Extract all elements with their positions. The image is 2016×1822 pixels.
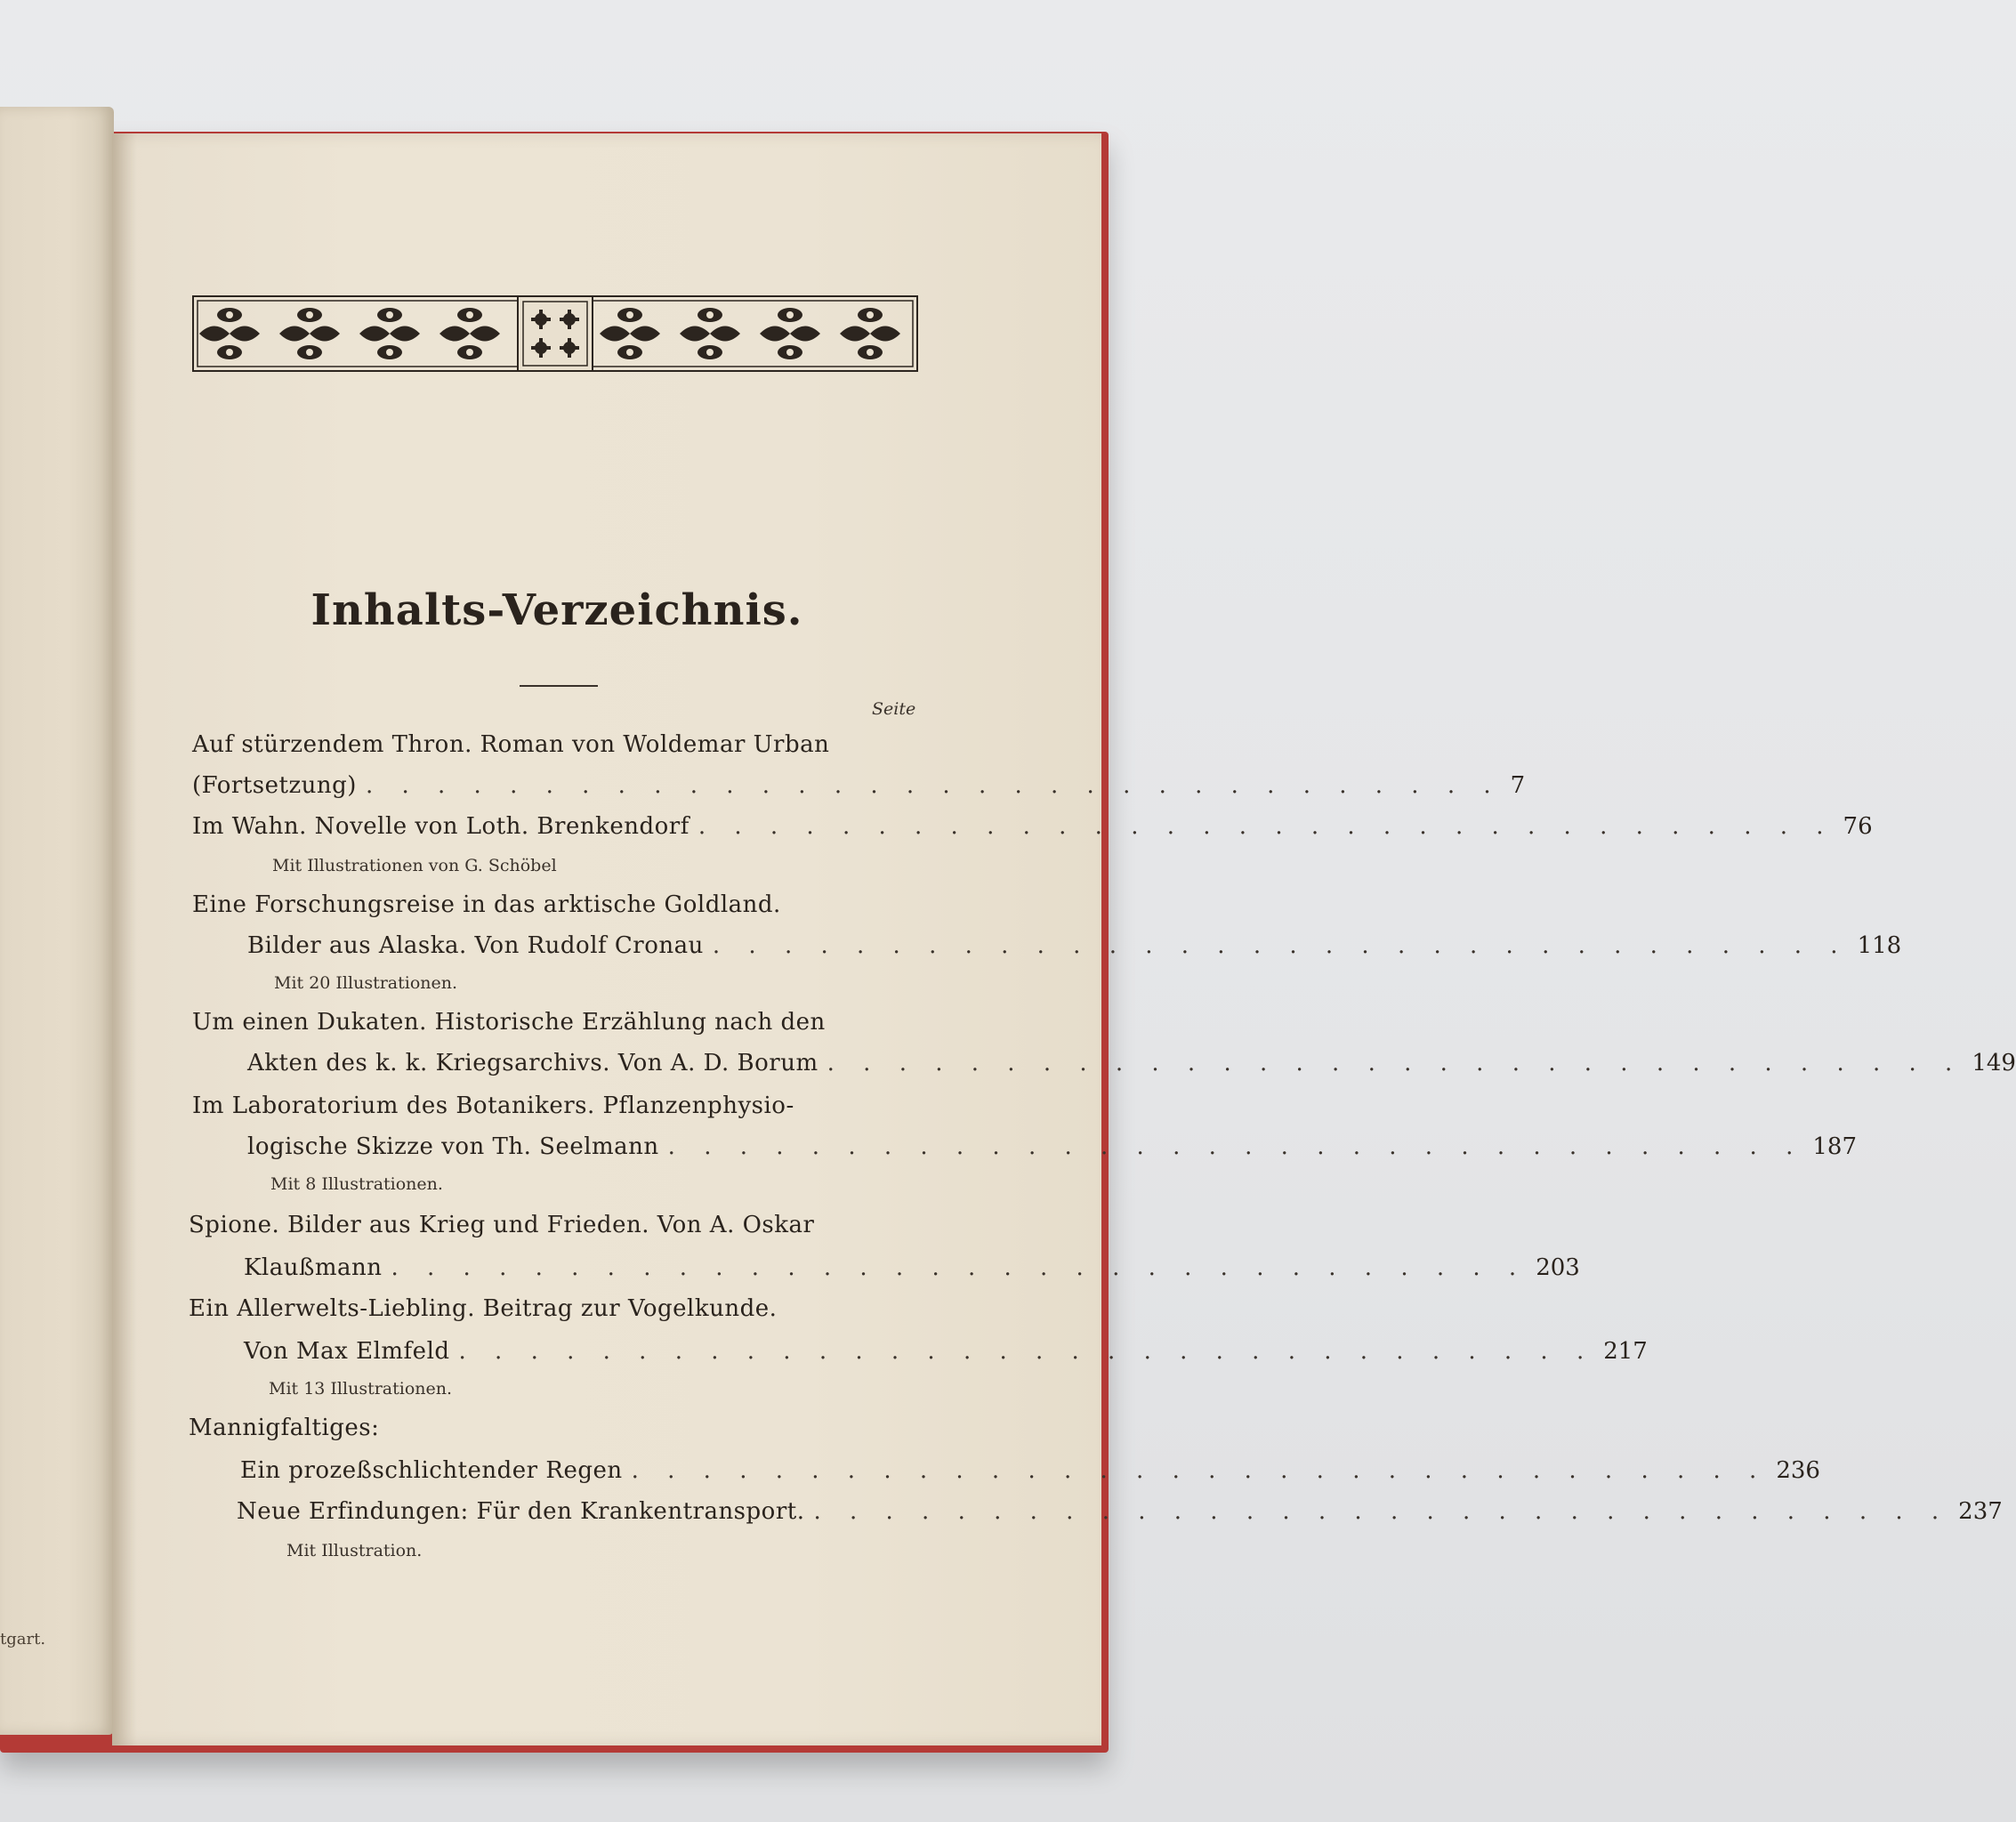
entry-title-continued: (Fortsetzung) bbox=[192, 772, 357, 799]
leader-dots: . . . . . . . . . . . . . . . . . . . . . . . . . . . . . . . . bbox=[365, 772, 1502, 799]
toc-entry-line bbox=[244, 1338, 1648, 1370]
entry-page-number: 217 bbox=[1603, 1338, 1648, 1365]
leader-dots: . . . . . . . . . . . . . . . . . . . . . . . . . . . . . . . . bbox=[458, 1338, 1595, 1365]
leader-dots: . . . . . . . . . . . . . . . . . . . . . . . . . . . . . . . . bbox=[667, 1133, 1804, 1160]
leader-dots: . . . . . . . . . . . . . . . . . . . . . . . . . . . . . . . . bbox=[712, 932, 1849, 959]
toc-entry-line bbox=[247, 932, 1902, 964]
entry-illustration-note: Mit Illustration. bbox=[286, 1541, 423, 1560]
entry-illustration-note: Mit 8 Illustrationen. bbox=[270, 1174, 443, 1194]
entry-page-number: 187 bbox=[1812, 1133, 1857, 1160]
left-page bbox=[0, 107, 114, 1735]
toc-entry-line bbox=[189, 1212, 989, 1244]
toc-entry-line bbox=[189, 1295, 989, 1327]
entry-title-continued: Bilder aus Alaska. Von Rudolf Cronau bbox=[247, 932, 704, 959]
toc-entry-line bbox=[244, 1254, 1580, 1286]
leader-dots: . . . . . . . . . . . . . . . . . . . . . . . . . . . . . . . . bbox=[827, 1050, 1964, 1076]
toc-entry-line bbox=[192, 813, 1873, 845]
misc-entry-title: Neue Erfindungen: Für den Krankentransport. bbox=[237, 1498, 805, 1525]
leader-dots: . . . . . . . . . . . . . . . . . . . . . . . . . . . . . . . . bbox=[813, 1498, 1950, 1525]
misc-heading bbox=[189, 1415, 989, 1447]
entry-title-continued: Klaußmann bbox=[244, 1254, 383, 1281]
toc-entry-line bbox=[192, 772, 1526, 804]
left-page-imprint-fragment: tgart. bbox=[0, 1630, 46, 1649]
entry-page-number: 236 bbox=[1776, 1457, 1820, 1484]
leader-dots: . . . . . . . . . . . . . . . . . . . . . . . . . . . . . . . . bbox=[631, 1457, 1768, 1484]
entry-title: Um einen Dukaten. Historische Erzählung nach den bbox=[192, 1009, 826, 1036]
entry-title: Ein Allerwelts-Liebling. Beitrag zur Vogelkunde. bbox=[189, 1295, 778, 1322]
entry-illustration-note: Mit Illustrationen von G. Schöbel bbox=[272, 856, 557, 875]
entry-title: Im Laboratorium des Botanikers. Pflanzenphysio- bbox=[192, 1092, 794, 1119]
toc-entry-line bbox=[240, 1457, 1820, 1489]
toc-entry-line bbox=[237, 1498, 2003, 1530]
leader-dots: . . . . . . . . . . . . . . . . . . . . . . . . . . . . . . . . bbox=[391, 1254, 1528, 1281]
entry-page-number: 118 bbox=[1857, 932, 1902, 959]
page-column-label: Seite bbox=[872, 699, 916, 719]
entry-illustration-note: Mit 20 Illustrationen. bbox=[274, 973, 458, 993]
entry-title-continued: Akten des k. k. Kriegsarchivs. Von A. D. Borum bbox=[247, 1050, 818, 1076]
entry-illustration-note: Mit 13 Illustrationen. bbox=[269, 1379, 453, 1399]
entry-page-number: 149 bbox=[1972, 1050, 2016, 1076]
entry-page-number: 203 bbox=[1536, 1254, 1580, 1281]
toc-entry-line bbox=[192, 1092, 993, 1125]
right-page bbox=[112, 133, 2016, 1745]
page-title: Inhalts-Verzeichnis. bbox=[310, 585, 803, 635]
toc-entry-line bbox=[247, 1050, 2016, 1082]
leader-dots: . . . . . . . . . . . . . . . . . . . . . . . . . . . . . . . . bbox=[698, 813, 1835, 840]
entry-page-number: 237 bbox=[1958, 1498, 2003, 1525]
entry-title-continued: logische Skizze von Th. Seelmann bbox=[247, 1133, 659, 1160]
misc-heading-text: Mannigfaltiges: bbox=[189, 1415, 380, 1441]
entry-page-number: 76 bbox=[1843, 813, 1873, 840]
entry-page-number: 7 bbox=[1510, 772, 1526, 799]
toc-entry-line bbox=[192, 1009, 993, 1041]
entry-title: Spione. Bilder aus Krieg und Frieden. Von A. Oskar bbox=[189, 1212, 815, 1238]
toc-entry-line bbox=[247, 1133, 1857, 1165]
entry-title: Im Wahn. Novelle von Loth. Brenkendorf bbox=[192, 813, 689, 840]
entry-title: Eine Forschungsreise in das arktische Goldland. bbox=[192, 891, 781, 918]
misc-entry-title: Ein prozeßschlichtender Regen bbox=[240, 1457, 623, 1484]
toc-entry-line bbox=[192, 731, 993, 763]
entry-title: Auf stürzendem Thron. Roman von Woldemar Urban bbox=[192, 731, 830, 758]
entry-title-continued: Von Max Elmfeld bbox=[244, 1338, 450, 1365]
table-of-contents bbox=[112, 133, 2016, 1745]
toc-entry-line bbox=[192, 891, 993, 923]
